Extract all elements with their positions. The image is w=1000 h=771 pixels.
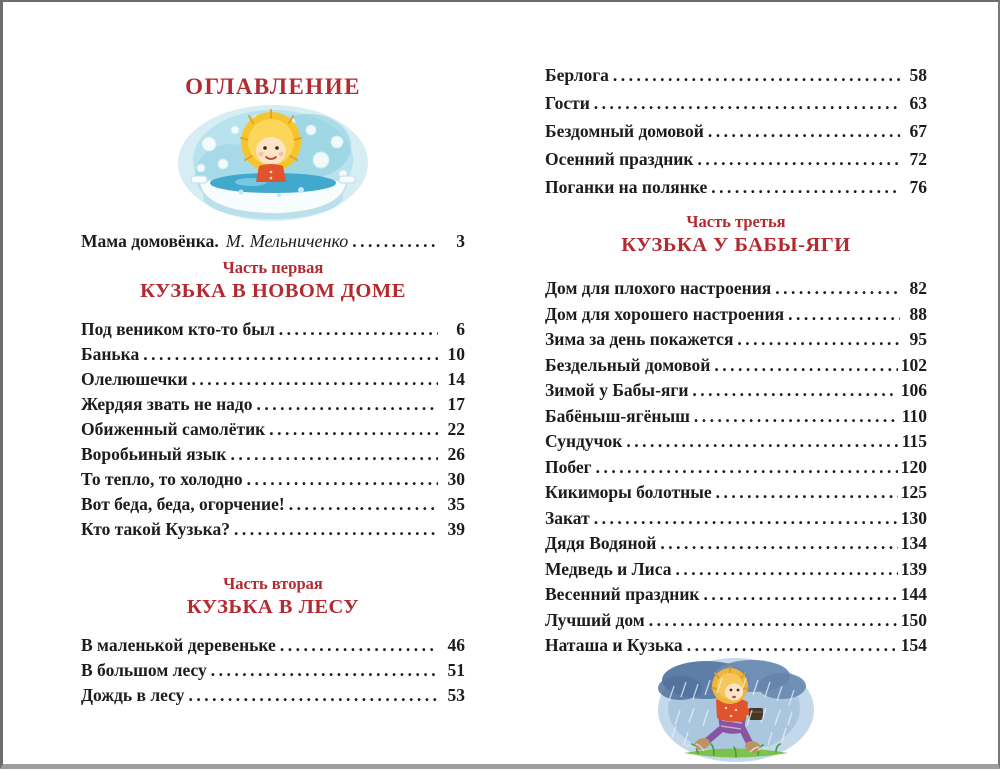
toc-entry-title: Бездомный домовой <box>545 121 704 141</box>
kuzka-running-in-rain-illustration <box>654 652 818 766</box>
toc-entry-title: Побег <box>545 456 592 477</box>
toc-entry-title: Берлога <box>545 65 609 85</box>
toc-entry-title: То тепло, то холодно <box>81 469 243 489</box>
toc-entry <box>545 608 927 634</box>
toc-entry <box>545 506 927 532</box>
toc-entry-page: 150 <box>900 609 927 630</box>
dot-leader <box>594 506 898 532</box>
toc-entry-page: 115 <box>901 431 927 451</box>
dot-leader <box>613 61 900 89</box>
toc-entry <box>81 467 465 492</box>
toc-entry <box>545 378 927 404</box>
part-three-label: Часть третья <box>686 212 786 231</box>
toc-entry-page: 51 <box>447 660 465 680</box>
toc-entry <box>545 145 927 173</box>
toc-entry-page: 120 <box>900 456 927 477</box>
toc-entry <box>81 658 465 683</box>
dot-leader <box>697 145 900 173</box>
dot-leader <box>694 404 899 430</box>
toc-entry-page: 63 <box>909 93 927 113</box>
dot-leader <box>289 492 438 517</box>
toc-entry <box>81 317 465 342</box>
toc-entry <box>545 117 927 145</box>
toc-entry-page: 6 <box>456 319 465 339</box>
toc-entry <box>545 353 927 379</box>
toc-entry <box>545 89 927 117</box>
toc-entry-page: 110 <box>901 405 927 426</box>
toc-entry-title: Гости <box>545 93 590 113</box>
dot-leader <box>594 89 900 117</box>
part-three-title: КУЗЬКА У БАБЫ-ЯГИ <box>621 234 851 256</box>
toc-entry-page: 53 <box>447 685 465 705</box>
toc-entry-title: Наташа и Кузька <box>545 635 683 655</box>
toc-entry-title: Вот беда, беда, огорчение! <box>81 494 285 514</box>
dot-leader <box>257 392 438 417</box>
toc-entry <box>81 417 465 442</box>
part-three-entries <box>545 276 927 659</box>
toc-entry <box>545 429 927 455</box>
part-one-label: Часть первая <box>222 258 324 277</box>
section-part-three <box>545 212 927 659</box>
toc-entry-title: Обиженный самолётик <box>81 419 266 439</box>
part-two-label: Часть вторая <box>223 574 323 593</box>
dot-leader <box>143 342 438 367</box>
intro-entry-author: М. Мельниченко <box>225 231 349 251</box>
toc-entry-title: Олелюшечки <box>81 369 188 389</box>
part-one-title: КУЗЬКА В НОВОМ ДОМЕ <box>140 280 406 302</box>
toc-entry <box>545 480 927 506</box>
toc-entry-title: Медведь и Лиса <box>545 558 672 579</box>
toc-entry-page: 106 <box>900 380 927 400</box>
dot-leader <box>704 582 898 608</box>
dot-leader <box>352 229 438 254</box>
dot-leader <box>596 455 898 481</box>
toc-entry-page: 134 <box>900 533 927 553</box>
dot-leader <box>708 117 900 145</box>
toc-entry <box>81 392 465 417</box>
toc-entry-title: Бабёныш-ягёныш <box>545 405 690 426</box>
toc-entry <box>545 582 927 608</box>
part-two-continued-entries <box>545 61 927 201</box>
intro-entry <box>81 229 465 255</box>
toc-entry <box>545 61 927 89</box>
toc-entry <box>545 531 927 557</box>
dot-leader <box>711 173 900 201</box>
toc-entry <box>81 367 465 392</box>
toc-entry-title: Кто такой Кузька? <box>81 519 230 539</box>
toc-entry <box>545 327 927 353</box>
toc-entry-page: 46 <box>447 635 465 655</box>
toc-entry-title: Зимой у Бабы-яги <box>545 380 689 400</box>
dot-leader <box>279 317 438 342</box>
toc-entry-page: 17 <box>447 394 465 414</box>
part-two-title: КУЗЬКА В ЛЕСУ <box>186 596 360 618</box>
toc-entry-title: Закат <box>545 507 590 528</box>
toc-entry-page: 154 <box>900 635 927 655</box>
toc-entry-title: Дом для плохого настроения <box>545 278 772 298</box>
intro-entry-title: Мама домовёнка. <box>81 231 219 251</box>
toc-entry-title: Поганки на полянке <box>545 177 708 197</box>
toc-entry <box>545 276 927 302</box>
toc-entry-page: 26 <box>447 444 465 464</box>
toc-entry-page: 35 <box>447 494 465 514</box>
dot-leader <box>626 429 898 455</box>
toc-entry <box>81 342 465 367</box>
toc-entry <box>81 492 465 517</box>
dot-leader <box>211 658 438 683</box>
left-page-column <box>81 2 465 771</box>
toc-entry-title: Сундучок <box>545 431 623 451</box>
part-two-entries <box>81 633 465 708</box>
toc-entry-title: Весенний праздник <box>545 584 700 604</box>
kuzka-in-bath-illustration <box>171 102 375 224</box>
toc-entry <box>545 455 927 481</box>
toc-entry-page: 95 <box>909 329 927 349</box>
toc-entry-title: Воробьиный язык <box>81 444 227 464</box>
toc-entry-title: Дядя Водяной <box>545 533 657 553</box>
toc-entry-title: Дом для хорошего настроения <box>545 303 785 324</box>
toc-title: ОГЛАВЛЕНИЕ <box>185 74 361 99</box>
toc-entry <box>81 633 465 658</box>
toc-entry-page: 76 <box>909 177 927 197</box>
dot-leader <box>280 633 438 658</box>
dot-leader <box>269 417 438 442</box>
dot-leader <box>675 557 897 583</box>
toc-entry-title: Лучший дом <box>545 609 645 630</box>
toc-entry-title: Жердяя звать не надо <box>81 394 253 414</box>
dot-leader <box>788 302 900 328</box>
dot-leader <box>649 608 898 634</box>
toc-entry-page: 144 <box>900 584 927 604</box>
dot-leader <box>188 683 438 708</box>
toc-entry-title: Бездельный домовой <box>545 354 711 375</box>
dot-leader <box>230 442 438 467</box>
toc-entry-page: 10 <box>447 344 465 364</box>
dot-leader <box>660 531 897 557</box>
intro-entry-page: 3 <box>456 231 465 251</box>
right-page-column <box>545 2 927 771</box>
part-one-entries <box>81 317 465 542</box>
dot-leader <box>247 467 438 492</box>
toc-entry-page: 22 <box>447 419 465 439</box>
dot-leader <box>737 327 900 353</box>
toc-entry-page: 14 <box>447 369 465 389</box>
toc-entry <box>545 302 927 328</box>
dot-leader <box>775 276 900 302</box>
toc-entry-page: 67 <box>909 121 927 141</box>
toc-entry-page: 58 <box>909 65 927 85</box>
toc-entry <box>545 404 927 430</box>
toc-entry-title: В большом лесу <box>81 660 207 680</box>
toc-entry-page: 130 <box>900 507 927 528</box>
toc-entry-title: Банька <box>81 344 140 364</box>
toc-entry <box>81 442 465 467</box>
toc-entry-page: 30 <box>447 469 465 489</box>
toc-entry <box>545 557 927 583</box>
toc-entry-title: Дождь в лесу <box>81 685 185 705</box>
toc-entry-title: Осенний праздник <box>545 149 694 169</box>
dot-leader <box>714 353 897 379</box>
toc-entry <box>545 173 927 201</box>
dot-leader <box>192 367 438 392</box>
toc-entry-page: 72 <box>909 149 927 169</box>
toc-entry-title: В маленькой деревеньке <box>81 635 276 655</box>
toc-entry-title: Зима за день покажется <box>545 329 734 349</box>
section-part-two <box>81 574 465 708</box>
toc-entry-page: 102 <box>900 354 927 375</box>
toc-entry-page: 82 <box>909 278 927 298</box>
toc-entry-title: Кикиморы болотные <box>545 482 712 502</box>
dot-leader <box>692 378 897 404</box>
dot-leader <box>234 517 438 542</box>
toc-entry <box>81 517 465 542</box>
toc-entry-page: 39 <box>447 519 465 539</box>
toc-entry-title: Под веником кто-то был <box>81 319 275 339</box>
section-part-one <box>81 258 465 542</box>
toc-entry-page: 139 <box>900 558 927 579</box>
toc-entry-page: 88 <box>909 303 927 324</box>
toc-entry <box>81 683 465 708</box>
toc-entry-page: 125 <box>900 482 927 502</box>
dot-leader <box>716 480 898 506</box>
